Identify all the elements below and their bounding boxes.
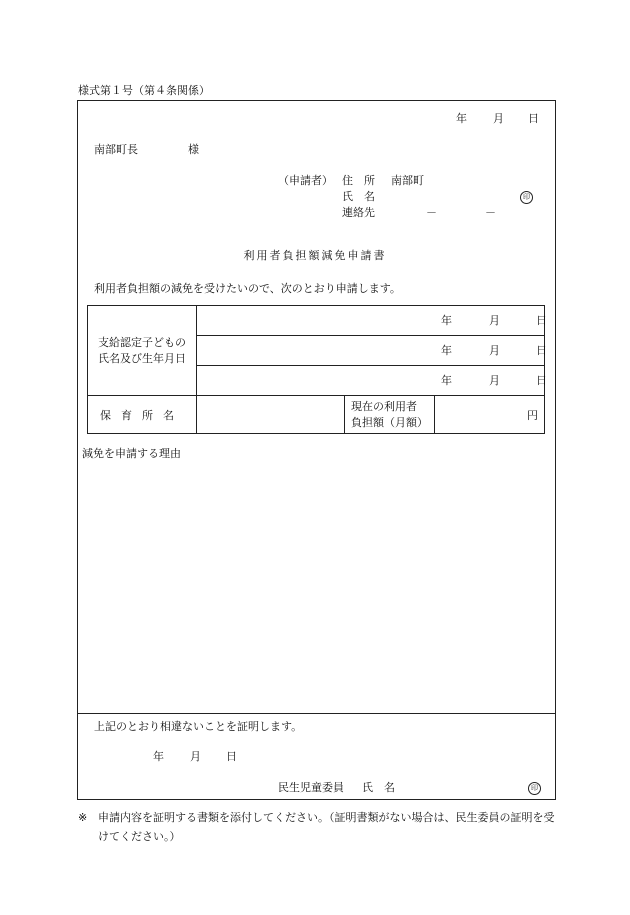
date-year: 年 — [441, 344, 452, 357]
date-year: 年 — [441, 374, 452, 387]
yen-unit: 円 — [527, 408, 539, 422]
certification-text: 上記のとおり相違ないことを証明します。 — [94, 720, 303, 733]
reason-field[interactable] — [78, 464, 554, 710]
child-date-field[interactable] — [197, 306, 545, 336]
cert-date-month: 月 — [190, 750, 201, 763]
commissioner-seal-icon: 印 — [528, 781, 541, 795]
date-month: 月 — [489, 314, 500, 327]
form-number-label: 様式第１号（第４条関係） — [78, 84, 210, 97]
date-month: 月 — [489, 344, 500, 357]
current-fee-label — [345, 396, 435, 434]
date-year: 年 — [441, 314, 452, 327]
date-day: 日 — [536, 374, 547, 387]
current-fee-field[interactable] — [435, 396, 545, 434]
date-day: 日 — [536, 344, 547, 357]
addressee-honorific: 様 — [188, 143, 199, 156]
contact-dash-1: － — [426, 206, 437, 219]
applicant-label: （申請者） — [278, 174, 333, 187]
current-fee-label-line1: 現在の利用者 — [351, 400, 417, 414]
current-fee-label-line2: 負担額（月額） — [351, 415, 428, 429]
header-date-year: 年 — [456, 112, 467, 125]
contact-dash-2: － — [485, 206, 496, 219]
form-title: 利用者負担額減免申請書 — [243, 249, 387, 262]
facility-row — [88, 396, 545, 434]
certification-divider — [77, 713, 556, 714]
footnote-text: 申請内容を証明する書類を添付してください。（証明書類がない場合は、民生委員の証明を受けてください。） — [98, 811, 555, 843]
child-label-line1: 支給認定子どもの — [98, 335, 186, 349]
date-row — [88, 306, 545, 336]
addressee-name: 南部町長 — [94, 143, 138, 156]
address-label: 住 所 — [342, 174, 375, 187]
date-day: 日 — [536, 314, 547, 327]
name-label: 氏 名 — [342, 190, 375, 203]
cert-date-year: 年 — [153, 750, 164, 763]
child-date-field[interactable] — [197, 336, 545, 366]
child-date-field[interactable] — [197, 366, 545, 396]
commissioner-label: 民生児童委員 — [278, 781, 344, 794]
facility-label: 保育所名 — [88, 396, 197, 434]
footnote-mark: ※ — [78, 811, 88, 824]
header-date-month: 月 — [493, 112, 504, 125]
cert-date-day: 日 — [226, 750, 237, 763]
commissioner-name-label: 氏 名 — [362, 781, 395, 794]
contact-label: 連絡先 — [342, 206, 375, 219]
facility-name-field[interactable] — [197, 396, 345, 434]
child-label-cell — [88, 306, 197, 396]
reason-label: 減免を申請する理由 — [82, 447, 181, 460]
child-label-line2: 氏名及び生年月日 — [98, 351, 186, 365]
header-date-day: 日 — [528, 112, 539, 125]
address-value: 南部町 — [391, 174, 424, 187]
date-month: 月 — [489, 374, 500, 387]
intro-text: 利用者負担額の減免を受けたいので、次のとおり申請します。 — [94, 282, 401, 295]
applicant-seal-icon: 印 — [520, 190, 533, 204]
application-table — [87, 305, 545, 434]
